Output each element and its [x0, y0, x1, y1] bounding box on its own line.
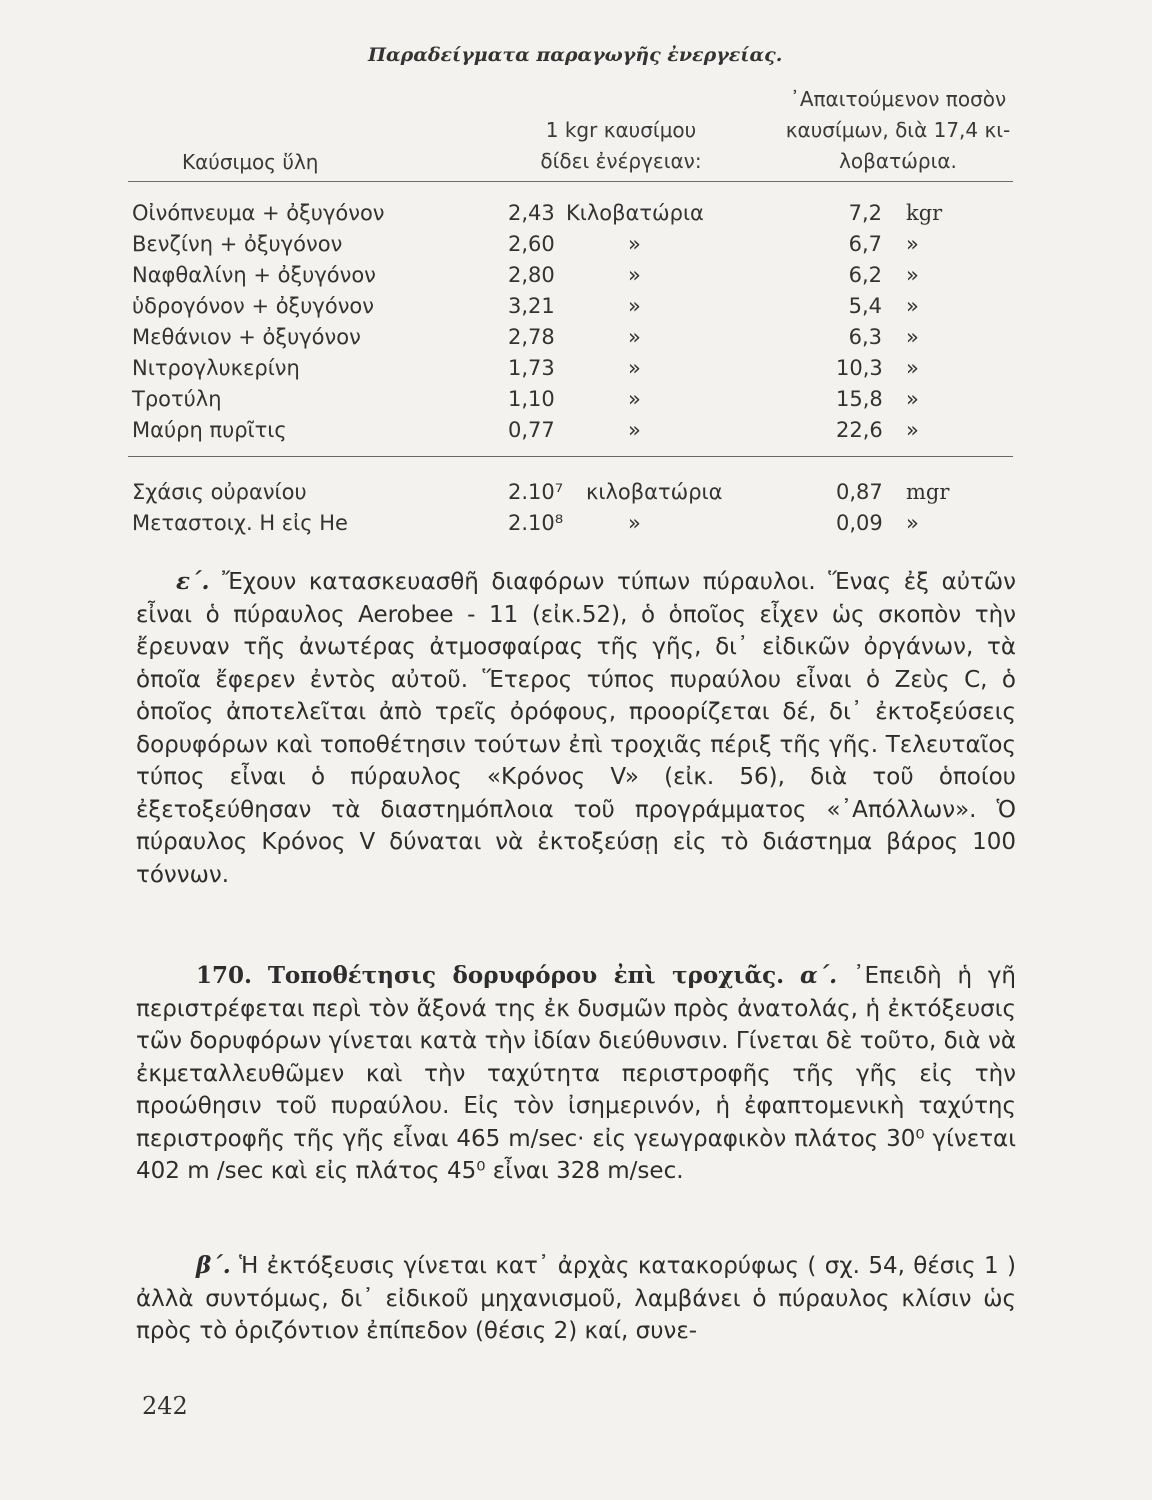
table-rule-bottom — [128, 456, 1013, 457]
table-row — [0, 511, 1152, 542]
table-row — [0, 294, 1152, 325]
fuel-cell: Σχάσις οὐρανίου — [132, 480, 307, 504]
table-row — [0, 387, 1152, 418]
energy-unit-cell: » — [628, 418, 641, 442]
energy-cell: 2.10⁷ — [508, 480, 564, 504]
fuel-cell: Τροτύλη — [132, 387, 222, 411]
fuel-cell: Οἰνόπνευμα + ὀξυγόνον — [132, 201, 385, 225]
energy-cell: 3,21 — [508, 294, 555, 318]
energy-unit-cell: » — [628, 356, 641, 380]
paragraph-section-170 — [136, 960, 1016, 1188]
header-energy — [521, 115, 721, 177]
energy-unit-cell: » — [628, 263, 641, 287]
paragraph-lead: α΄. — [799, 962, 838, 989]
amount-unit-cell: » — [906, 418, 919, 442]
energy-unit-cell: » — [628, 511, 641, 535]
amount-unit-cell: » — [906, 325, 919, 349]
table-row — [0, 201, 1152, 232]
header-energy-line1: 1 kgr καυσίμου — [545, 118, 697, 142]
amount-cell: 15,8 — [836, 387, 883, 411]
energy-unit-cell: » — [628, 232, 641, 256]
amount-cell: 10,3 — [836, 356, 883, 380]
amount-unit-cell: mgr — [906, 480, 950, 504]
amount-cell: 7,2 — [848, 201, 882, 225]
energy-cell: 0,77 — [508, 418, 555, 442]
paragraph-rocket-types — [136, 566, 1016, 891]
header-required-line3: λοβατώρια. — [839, 149, 957, 173]
paragraph-lead: ε΄. — [176, 568, 210, 595]
amount-cell: 22,6 — [836, 418, 883, 442]
page-number: 242 — [142, 1392, 188, 1420]
fuel-cell: Βενζίνη + ὀξυγόνον — [132, 232, 343, 256]
energy-unit-cell: κιλοβατώρια — [586, 480, 723, 504]
header-fuel: Καύσιμος ὕλη — [182, 150, 319, 174]
amount-cell: 6,7 — [848, 232, 882, 256]
energy-unit-cell: » — [628, 294, 641, 318]
energy-cell: 1,10 — [508, 387, 555, 411]
amount-unit-cell: » — [906, 263, 919, 287]
amount-unit-cell: » — [906, 387, 919, 411]
energy-cell: 1,73 — [508, 356, 555, 380]
fuel-cell: Μεθάνιον + ὀξυγόνον — [132, 325, 361, 349]
fuel-cell: Ναφθαλίνη + ὀξυγόνον — [132, 263, 376, 287]
paragraph-text: Ἔχουν κατασκευασθῆ διαφόρων τύπων πύραυλοι. Ἕνας ἐξ αὐτῶν εἶναι ὁ πύραυλος Aerobee - 11 (εἰκ.52), ὁ ὁποῖος εἶχεν ὡς σκοπὸν τὴν ἔρευναν τῆς ἀνωτέρας ἀτμοσφαίρας τῆς γῆς, δι᾿ εἰδικῶν ὀργάνων, τὰ ὁποῖα ἔφερεν ἐντὸς αὐτοῦ. Ἕτερος τύπος πυραύλου εἶναι ὁ Ζεὺς C, ὁ ὁποῖος ἀποτελεῖται ἀπὸ τρεῖς ὀρόφους, προορίζεται δέ, δι᾿ ἐκτοξεύσεις δορυφόρων καὶ τοποθέτησιν τούτων ἐπὶ τροχιᾶς πέριξ τῆς γῆς. Τελευταῖος τύπος εἶναι ὁ πύραυλος «Κρόνος V» (εἰκ. 56), διὰ τοῦ ὁποίου ἐξετοξεύθησαν τὰ διαστημόπλοια τοῦ προγράμματος «᾿Απόλλων». Ὁ πύραυλος Κρόνος V δύναται νὰ ἐκτοξεύσῃ εἰς τὸ διάστημα βάρος 100 τόννων. — [136, 569, 1016, 888]
paragraph-text: ᾿Επειδὴ ἡ γῆ περιστρέφεται περὶ τὸν ἄξονά της ἐκ δυσμῶν πρὸς ἀνατολάς, ἡ ἐκτόξευσις τῶν δορυφόρων γίνεται κατὰ τὴν ἰδίαν διεύθυνσιν. Γίνεται δὲ τοῦτο, διὰ νὰ ἐκμεταλλευθῶμεν καὶ τὴν ταχύτητα περιστροφῆς τῆς γῆς εἰς τὴν προώθησιν τοῦ πυραύλου. Εἰς τὸν ἰσημερινόν, ἡ ἐφαπτομενικὴ ταχύτης περιστροφῆς τῆς γῆς εἶναι 465 m/sec· εἰς γεωγραφικὸν πλάτος 30⁰ γίνεται 402 m /sec καὶ εἰς πλάτος 45⁰ εἶναι 328 m/sec. — [136, 963, 1017, 1184]
table-row — [0, 418, 1152, 449]
amount-unit-cell: » — [906, 511, 919, 535]
paragraph-lead: β΄. — [196, 1252, 231, 1279]
amount-cell: 5,4 — [848, 294, 882, 318]
amount-unit-cell: » — [906, 294, 919, 318]
fuel-cell: ὑδρογόνον + ὀξυγόνον — [132, 294, 375, 318]
energy-unit-cell: » — [628, 387, 641, 411]
energy-cell: 2,43 — [508, 201, 555, 225]
header-required-line2: καυσίμων, διὰ 17,4 κι- — [785, 118, 1011, 142]
header-required-line1: ᾿Απαιτούμενον ποσὸν — [789, 87, 1007, 111]
amount-unit-cell: » — [906, 356, 919, 380]
table-title: Παραδείγματα παραγωγῆς ἐνεργείας. — [368, 44, 783, 66]
fuel-cell: Μεταστοιχ. H εἰς He — [132, 511, 348, 535]
energy-cell: 2.10⁸ — [508, 511, 564, 535]
table-row — [0, 232, 1152, 263]
section-heading: Τοποθέτησις δορυφόρου ἐπὶ τροχιᾶς. — [267, 962, 785, 989]
amount-unit-cell: kgr — [906, 201, 943, 225]
fuel-cell: Μαύρη πυρῖτις — [132, 418, 287, 442]
energy-cell: 2,78 — [508, 325, 555, 349]
table-row — [0, 356, 1152, 387]
header-energy-line2: δίδει ἐνέργειαν: — [540, 149, 702, 173]
table-row — [0, 480, 1152, 511]
amount-cell: 0,87 — [836, 480, 883, 504]
header-required — [778, 84, 1018, 177]
energy-cell: 2,60 — [508, 232, 555, 256]
table-row — [0, 325, 1152, 356]
paragraph-launch — [136, 1250, 1016, 1348]
section-number: 170. — [196, 962, 253, 989]
table-rule-top — [128, 181, 1013, 182]
energy-unit-cell: Κιλοβατώρια — [566, 201, 704, 225]
amount-cell: 6,3 — [848, 325, 882, 349]
energy-cell: 2,80 — [508, 263, 555, 287]
energy-unit-cell: » — [628, 325, 641, 349]
table-row — [0, 263, 1152, 294]
paragraph-text: Ἡ ἐκτόξευσις γίνεται κατ᾿ ἀρχὰς κατακορύφως ( σχ. 54, θέσις 1 ) ἀλλὰ συντόμως, δι᾿ εἰδικοῦ μηχανισμοῦ, λαμβάνει ὁ πύραυλος κλίσιν ὡς πρὸς τὸ ὁριζόντιον ἐπίπεδον (θέσις 2) καί, συνε- — [136, 1253, 1017, 1344]
fuel-cell: Νιτρογλυκερίνη — [132, 356, 300, 380]
amount-unit-cell: » — [906, 232, 919, 256]
amount-cell: 0,09 — [836, 511, 883, 535]
amount-cell: 6,2 — [848, 263, 882, 287]
